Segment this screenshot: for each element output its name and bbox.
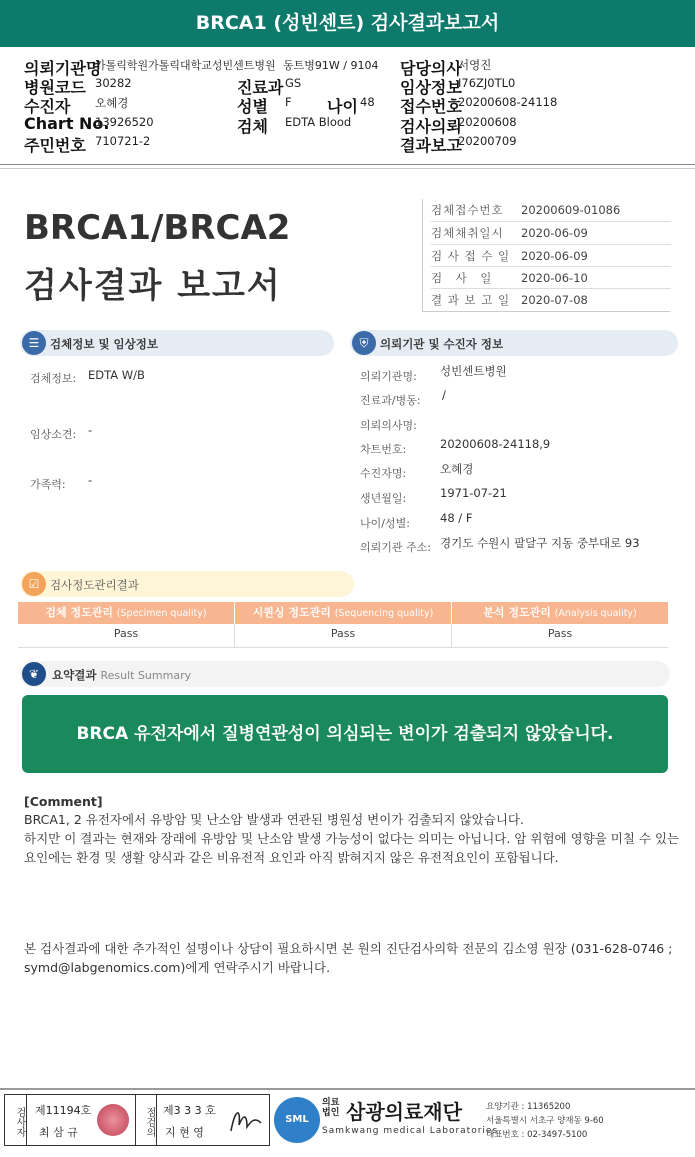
specimen-value: EDTA W/B <box>88 368 145 382</box>
header-ward-value: 동트병91W / 9104 <box>283 59 379 72</box>
qc-section-title: 검사정도관리결과 <box>50 578 139 592</box>
date-row <box>431 221 671 245</box>
dates-box <box>422 199 670 312</box>
specimen-section-title: 검체정보 및 임상정보 <box>50 337 158 351</box>
qc-sequencing-value: Pass <box>235 624 452 647</box>
header-label: 검체 <box>237 117 268 136</box>
header-label: 임상정보 <box>400 78 462 97</box>
qc-col-sequencing: 시퀀싱 정도관리 (Sequencing quality) <box>235 602 452 624</box>
header-divider <box>0 168 695 169</box>
header-value: 20200608 <box>458 115 517 129</box>
report-title-line1: BRCA1/BRCA2 <box>24 208 291 248</box>
client-value: 48 / F <box>440 511 473 525</box>
org-name: 삼광의료재단 <box>346 1100 462 1124</box>
signature-box <box>4 1094 270 1146</box>
tester-label: 검사자 <box>5 1095 27 1145</box>
signature-mark <box>225 1103 265 1139</box>
date-value: 20200609-01086 <box>521 203 621 217</box>
qc-table-header <box>18 602 668 624</box>
date-label: 결 과 보 고 일 <box>431 293 511 307</box>
org-english-name: Samkwang medical Laboratories <box>322 1126 499 1136</box>
reviewer-label: 점검의 <box>135 1095 157 1145</box>
tester-name: 최 삼 규 <box>39 1126 78 1139</box>
clinical-value: - <box>88 423 93 437</box>
date-value: 2020-06-09 <box>521 226 588 240</box>
client-value: 성빈센트병원 <box>440 364 507 378</box>
report-banner: BRCA1 (성빈센트) 검사결과보고서 <box>0 0 695 47</box>
header-label: 병원코드 <box>24 78 86 97</box>
tester-number: 제11194호 <box>35 1104 92 1117</box>
header-value: 20200608-24118 <box>458 95 558 109</box>
header-label: 나이 <box>327 97 358 116</box>
comment-heading: [Comment] <box>24 794 103 809</box>
date-row <box>431 244 671 268</box>
client-label: 의뢰기관 주소: <box>360 541 431 554</box>
client-label: 차트번호: <box>360 443 407 456</box>
header-value: 20200709 <box>458 134 517 148</box>
header-value: 오혜경 <box>95 96 129 110</box>
client-label: 수진자명: <box>360 467 407 480</box>
date-label: 검 사 일 <box>431 271 493 285</box>
official-seal <box>97 1104 129 1136</box>
date-row <box>431 266 671 290</box>
report-title-line2: 검사결과 보고서 <box>24 266 282 306</box>
ribbon-icon: ❦ <box>22 662 46 686</box>
specimen-label: 검체정보: <box>30 372 77 385</box>
client-value: 경기도 수원시 팔달구 지동 중부대로 93 <box>440 536 640 550</box>
footer-divider <box>0 1088 695 1090</box>
reviewer-number: 제3 3 3 호 <box>163 1104 216 1117</box>
header-value: I76ZJ0TL0 <box>458 76 516 90</box>
clinical-label: 임상소견: <box>30 428 77 441</box>
header-value: F <box>285 95 292 109</box>
client-label: 의뢰기관명: <box>360 370 417 383</box>
header-value: 30282 <box>95 76 132 90</box>
org-phone: 대표번호 : 02-3497-5100 <box>486 1130 588 1140</box>
client-value: 오혜경 <box>440 462 474 476</box>
date-value: 2020-07-08 <box>521 293 588 307</box>
client-label: 의뢰의사명: <box>360 419 417 432</box>
header-label: 수진자 <box>24 97 71 116</box>
date-label: 검체채취일시 <box>431 226 504 240</box>
qc-table-row <box>18 624 668 648</box>
header-label: 담당의사 <box>400 59 462 78</box>
result-summary-box: BRCA 유전자에서 질병연관성이 의심되는 변이가 검출되지 않았습니다. <box>22 695 668 773</box>
family-label: 가족력: <box>30 478 66 491</box>
qc-analysis-value: Pass <box>547 627 573 640</box>
qc-specimen-value: Pass <box>18 624 235 647</box>
date-value: 2020-06-09 <box>521 249 588 263</box>
header-value: GS <box>285 76 302 90</box>
client-value: / <box>442 388 446 402</box>
date-row <box>431 288 671 312</box>
date-label: 검 사 접 수 일 <box>431 249 511 263</box>
qc-col-analysis: 분석 정도관리 (Analysis quality) <box>483 606 637 619</box>
date-value: 2020-06-10 <box>521 271 588 285</box>
qc-col-specimen: 검체 정도관리 (Specimen quality) <box>18 602 235 624</box>
family-value: - <box>88 473 93 487</box>
header-value: 48 <box>360 95 375 109</box>
header-label: 결과보고 <box>400 136 462 155</box>
checklist-icon: ☑ <box>22 572 46 596</box>
clipboard-icon: ☰ <box>22 331 46 355</box>
date-label: 검체접수번호 <box>431 203 504 217</box>
summary-section-title: 요약결과 Result Summary <box>52 668 192 682</box>
contact-text: 본 검사결과에 대한 추가적인 설명이나 상담이 필요하시면 본 원의 진단검사의학 전문의 김소영 원장 (031-628-0746 ; symd@labgenomics.com)에게 연락주시기 바랍니다. <box>24 941 673 975</box>
org-prefix: 의료법인 <box>322 1098 340 1118</box>
header-label: 검사의뢰 <box>400 117 462 136</box>
client-label: 생년월일: <box>360 492 407 505</box>
header-divider <box>0 164 695 165</box>
hospital-icon: ⛨ <box>352 331 376 355</box>
reviewer-name: 지 현 영 <box>165 1126 204 1139</box>
client-label: 나이/성별: <box>360 517 410 530</box>
org-address: 서울특별시 서초구 양재동 9-60 <box>486 1116 604 1126</box>
org-code: 요양기관 : 11365200 <box>486 1102 571 1112</box>
header-value: 서영진 <box>458 58 492 72</box>
header-value: 710721-2 <box>95 134 151 148</box>
comment-line2: 하지만 이 결과는 현재와 장래에 유방암 및 난소암 발생 가능성이 없다는 의미는 아닙니다. 암 위험에 영향을 미칠 수 있는 요인에는 환경 및 생활 양식과 같은 비유전적 요인과 아직 밝혀지지 않은 유전적요인이 포함됩니다. <box>24 831 680 865</box>
comment-line1: BRCA1, 2 유전자에서 유방암 및 난소암 발생과 연관된 병원성 변이가 검출되지 않았습니다. <box>24 812 524 827</box>
header-label: 주민번호 <box>24 136 86 155</box>
header-value: 13926520 <box>95 115 154 129</box>
client-value: 20200608-24118,9 <box>440 437 551 451</box>
header-label: 의뢰기관명 <box>24 59 102 78</box>
client-value: 1971-07-21 <box>440 486 507 500</box>
header-label: 접수번호 <box>400 97 462 116</box>
client-label: 진료과/병동: <box>360 394 421 407</box>
header-label: Chart No. <box>24 114 110 133</box>
header-label: 진료과 <box>237 78 284 97</box>
client-section-title: 의뢰기관 및 수진자 정보 <box>380 337 504 351</box>
header-value: EDTA Blood <box>285 115 352 129</box>
sml-logo: SML <box>274 1097 320 1143</box>
header-label: 성별 <box>237 97 268 116</box>
header-value: 가톨릭학원가톨릭대학교성빈센트병원 <box>95 59 276 72</box>
date-row <box>431 199 671 223</box>
